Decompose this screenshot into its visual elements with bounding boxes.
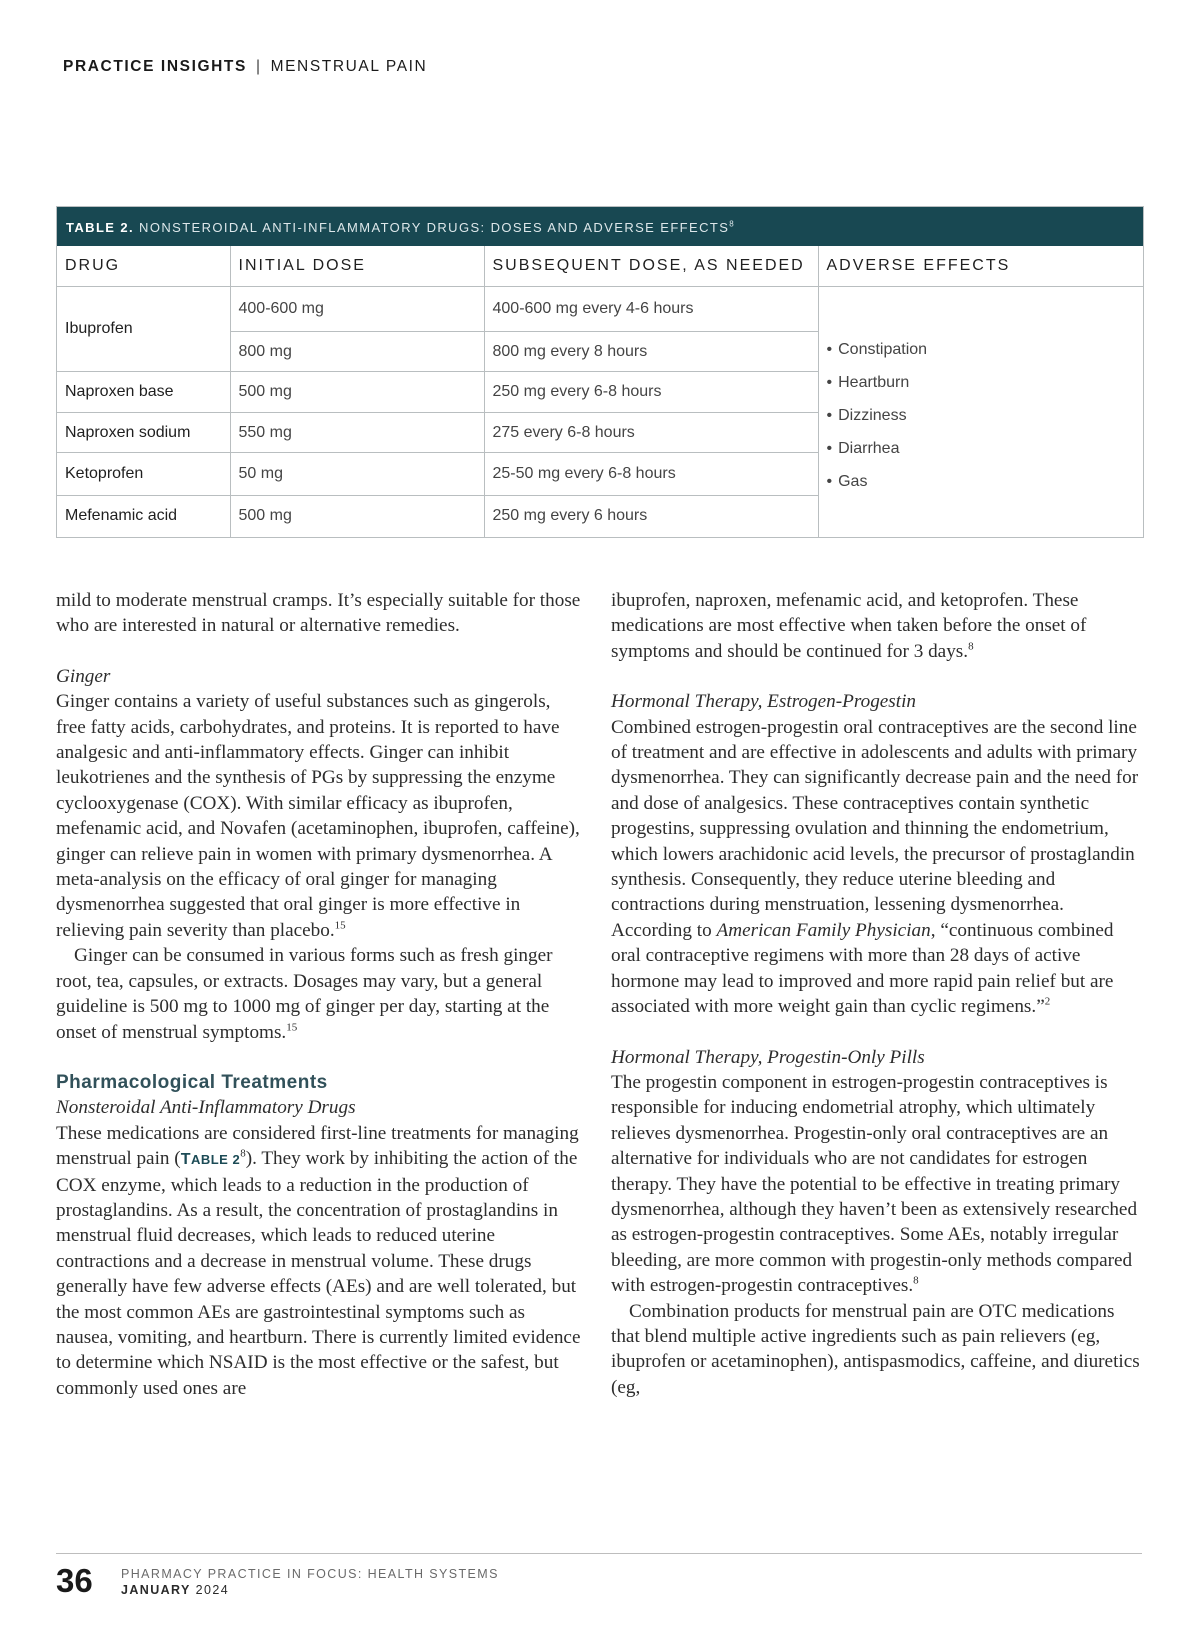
initial-dose-cell: 500 mg <box>230 496 484 537</box>
publication-info <box>121 1566 499 1598</box>
section-label: PRACTICE INSIGHTS <box>63 58 247 75</box>
table-row <box>57 287 1143 332</box>
running-head <box>63 58 427 76</box>
table-title-ref: 8 <box>729 219 736 229</box>
pharmacological-heading: Pharmacological Treatments <box>56 1071 328 1093</box>
subsequent-dose-cell: 250 mg every 6 hours <box>484 496 818 537</box>
dose-table <box>57 246 1143 537</box>
drug-cell: Naproxen sodium <box>57 413 230 453</box>
table-label: TABLE 2. <box>66 220 135 235</box>
column-header-drug: DRUG <box>57 246 230 287</box>
subsequent-dose-cell: 800 mg every 8 hours <box>484 332 818 372</box>
adverse-effect-item: • Gas <box>827 465 1136 498</box>
drug-cell: Naproxen base <box>57 372 230 413</box>
column-header-subsequent-dose: SUBSEQUENT DOSE, AS NEEDED <box>484 246 818 287</box>
nsaid-heading: Nonsteroidal Anti-Inflammatory Drugs <box>56 1097 356 1119</box>
subsequent-dose-cell: 250 mg every 6-8 hours <box>484 372 818 413</box>
publication-title: PHARMACY PRACTICE IN FOCUS: HEALTH SYSTEMS <box>121 1567 499 1581</box>
table-2-reference[interactable]: TABLE 2 <box>180 1151 241 1169</box>
initial-dose-cell: 800 mg <box>230 332 484 372</box>
subsequent-dose-cell: 400-600 mg every 4-6 hours <box>484 287 818 332</box>
subsequent-dose-cell: 275 every 6-8 hours <box>484 413 818 453</box>
drug-cell: Ibuprofen <box>57 287 230 372</box>
progestin-only-heading: Hormonal Therapy, Progestin-Only Pills <box>611 1046 925 1068</box>
issue-date: JANUARY 2024 <box>121 1583 230 1597</box>
progestin-only-paragraph: The progestin component in estrogen-progestin contraceptives is responsible for inducing endometrial atrophy, which ultimately relieves dysmenorrhea. Progestin-only oral contraceptives are an alternative for individuals who are not candidates for estrogen therapy. They have the potential to be effective in treating primary dysmenorrhea, although they haven’t been as extensively researched as estrogen-progestin contraceptives. Some AEs, notably irregular bleeding, are more common with progestin-only methods compared with estrogen-progestin contraceptives.$^8$ <box>611 1071 1138 1297</box>
footer-divider <box>56 1553 1142 1554</box>
nsaid-paragraph: These medications are considered first-line treatments for managing menstrual pain (TABLE $2^8$). They work by inhibiting the action of the COX enzyme, which leads to a reduction in the production of prostaglandins. As a result, the concentration of prostaglandins in menstrual fluid decreases, which leads to reduced uterine contractions and a decrease in menstrual volume. These drugs generally have few adverse effects (AEs) and are well tolerated, but the most common AEs are gastrointestinal symptoms such as nausea, vomiting, and heartburn. There is currently limited evidence to determine which NSAID is the most effective or the safest, but commonly used ones are <box>56 1122 581 1399</box>
adverse-effects-list <box>827 333 1136 498</box>
left-column <box>56 588 584 1401</box>
adverse-effect-item: • Constipation <box>827 333 1136 366</box>
estrogen-progestin-heading: Hormonal Therapy, Estrogen-Progestin <box>611 691 917 713</box>
initial-dose-cell: 400-600 mg <box>230 287 484 332</box>
page-number: 36 <box>56 1562 93 1599</box>
nsaid-table <box>56 206 1144 538</box>
adverse-effect-item: • Heartburn <box>827 366 1136 399</box>
combination-products-paragraph: Combination products for menstrual pain are OTC medications that blend multiple active ingredients such as pain relievers (eg, ibuprofen or acetaminophen), antispasmodics, caffeine, and diuretics (eg, <box>611 1300 1140 1398</box>
ginger-paragraph: Ginger contains a variety of useful substances such as gingerols, free fatty acids, carbohydrates, and proteins. It is reported to have analgesic and anti-inflammatory effects. Ginger can inhibit leukotrienes and the synthesis of PGs by suppressing the enzyme cyclooxygenase (COX). With similar efficacy as ibuprofen, mefenamic acid, and Novafen (acetaminophen, ibuprofen, caffeine), ginger can relieve pain in women with primary dysmenorrhea. A meta-analysis on the efficacy of oral ginger for managing dysmenorrhea suggested that oral ginger is more effective in relieving pain severity than placebo.$^{15}$ <box>56 691 580 941</box>
header-separator: | <box>255 58 262 75</box>
nsaid-continued-paragraph: ibuprofen, naproxen, mefenamic acid, and ketoprofen. These medications are most effective when taken before the onset of symptoms and should be continued for 3 days.$^8$ <box>611 590 1087 662</box>
intro-paragraph: mild to moderate menstrual cramps. It’s especially suitable for those who are interested in natural or alternative remedies. <box>56 590 581 637</box>
column-header-adverse-effects: ADVERSE EFFECTS <box>818 246 1143 287</box>
drug-cell: Mefenamic acid <box>57 496 230 537</box>
adverse-effects-cell <box>818 287 1143 537</box>
table-caption <box>57 207 1143 246</box>
table-title: NONSTEROIDAL ANTI-INFLAMMATORY DRUGS: DOSES AND ADVERSE EFFECTS <box>139 220 730 235</box>
ginger-heading: Ginger <box>56 665 111 687</box>
adverse-effect-item: • Diarrhea <box>827 432 1136 465</box>
column-header-initial-dose: INITIAL DOSE <box>230 246 484 287</box>
drug-cell: Ketoprofen <box>57 453 230 496</box>
ginger-dosage-paragraph: Ginger can be consumed in various forms such as fresh ginger root, tea, capsules, or extracts. Dosages may vary, but a general guideline is 500 mg to 1000 mg of ginger per day, starting at the onset of menstrual symptoms.$^{15}$ <box>56 945 553 1043</box>
topic-label: MENSTRUAL PAIN <box>270 58 428 75</box>
journal-title: American Family Physician <box>716 919 931 941</box>
initial-dose-cell: 550 mg <box>230 413 484 453</box>
adverse-effect-item: • Dizziness <box>827 399 1136 432</box>
initial-dose-cell: 500 mg <box>230 372 484 413</box>
subsequent-dose-cell: 25-50 mg every 6-8 hours <box>484 453 818 496</box>
right-column <box>611 588 1146 1400</box>
initial-dose-cell: 50 mg <box>230 453 484 496</box>
estrogen-progestin-paragraph: Combined estrogen-progestin oral contraceptives are the second line of treatment and are effective in adolescents and adults with primary dysmenorrhea. They can significantly decrease pain and the need for and dose of analgesics. These contraceptives contain synthetic progestins, suppressing ovulation and thinning the endometrium, which lowers arachidonic acid levels, the precursor of prostaglandin synthesis. Consequently, they reduce uterine bleeding and contractions during menstruation, lessening dysmenorrhea. According to American Family Physician, “continuous combined oral contraceptive regimens with more than 28 days of active hormone may lead to improved and more rapid pain relief but are associated with more weight gain than cyclic regimens.”$^2$ <box>611 716 1139 1018</box>
